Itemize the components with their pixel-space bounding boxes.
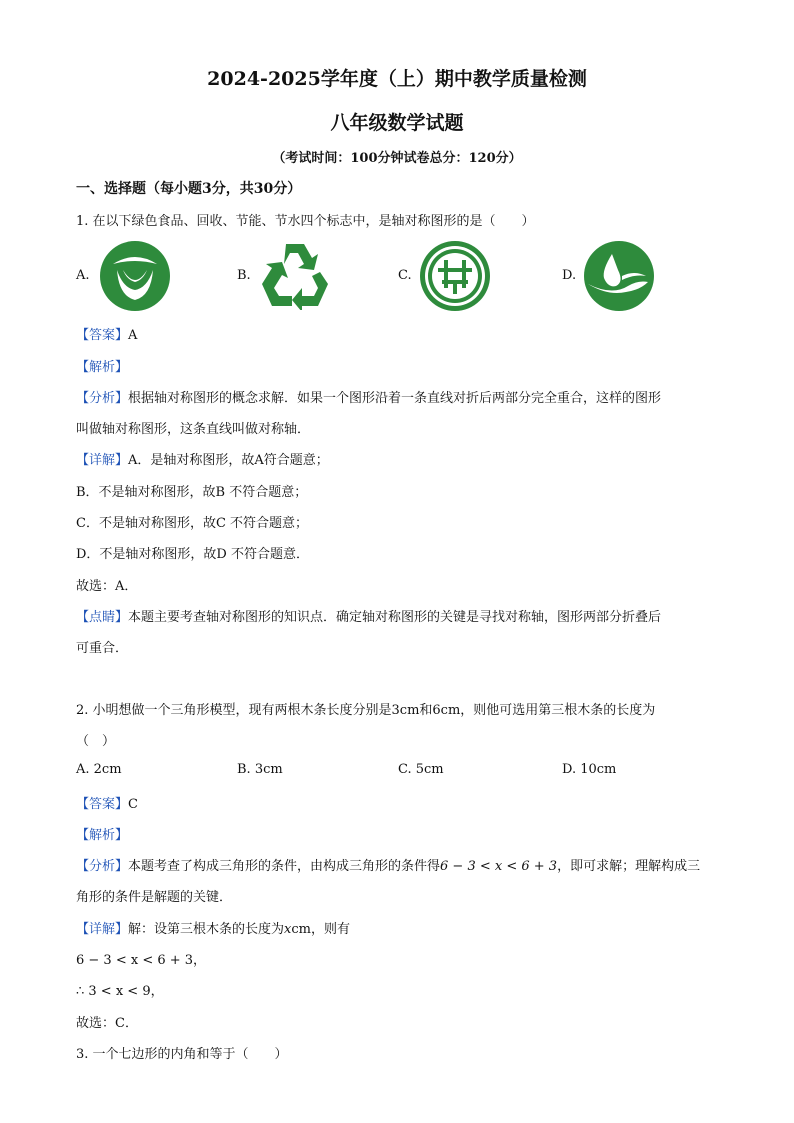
q1-option-a-label: A.	[76, 268, 90, 283]
q2-fenxi-cont: 角形的条件是解题的关键．	[76, 890, 233, 905]
document-title: 2024-2025学年度（上）期中教学质量检测	[207, 68, 587, 90]
q2-option-c: C. 5cm	[398, 762, 444, 777]
q2-choose: 故选：C．	[76, 1016, 138, 1031]
q1-dianjing-cont: 可重合．	[76, 641, 129, 656]
document-subtitle: 八年级数学试题	[330, 112, 464, 134]
q2-fenxi: 【分析】本题考查了构成三角形的条件，由构成三角形的条件得6 − 3 < x < 6 + 3，即可求解；理解构成三	[76, 859, 701, 874]
exam-info: （考试时间：100分钟试卷总分：120分）	[272, 151, 522, 166]
q1-option-b-label: B.	[237, 268, 251, 283]
q1-fenxi: 【分析】根据轴对称图形的概念求解．如果一个图形沿着一条直线对折后两部分完全重合，这样的图形	[76, 391, 662, 406]
q3-stem: 3. 一个七边形的内角和等于（ ）	[76, 1047, 288, 1062]
q2-answer: 【答案】C	[76, 797, 138, 812]
q2-option-d: D. 10cm	[562, 762, 617, 777]
q1-option-d-label: D.	[562, 268, 577, 283]
q2-option-a: A. 2cm	[76, 762, 122, 777]
q1-detail-c: C．不是轴对称图形，故C 不符合题意；	[76, 516, 309, 531]
recycle-logo-icon	[258, 240, 332, 310]
section-heading: 一、选择题（每小题3分，共30分）	[76, 181, 302, 197]
q1-analysis-tag: 【解析】	[76, 360, 129, 375]
q2-stem: 2. 小明想做一个三角形模型，现有两根木条长度分别是3cm和6cm，则他可选用第三根木条的长度为	[76, 703, 656, 718]
q1-detail-d: D．不是轴对称图形，故D 不符合题意．	[76, 547, 309, 562]
q2-detail: 【详解】解：设第三根木条的长度为xcm，则有	[76, 922, 350, 937]
q2-analysis-tag: 【解析】	[76, 828, 129, 843]
q1-dianjing: 【点睛】本题主要考查轴对称图形的知识点．确定轴对称图形的关键是寻找对称轴，图形两部分折叠后	[76, 610, 662, 625]
water-saving-logo-icon	[582, 240, 656, 312]
q1-choose: 故选：A．	[76, 579, 138, 594]
q1-detail-b: B．不是轴对称图形，故B 不符合题意；	[76, 485, 308, 500]
q2-stem-cont: （ ）	[76, 734, 116, 749]
q1-answer: 【答案】A	[76, 328, 138, 343]
q1-option-c-label: C.	[398, 268, 412, 283]
green-food-logo-icon	[99, 240, 171, 312]
q2-step-1: 6 − 3 < x < 6 + 3，	[76, 953, 207, 968]
q2-step-2: ∴ 3 < x < 9，	[76, 984, 164, 999]
q2-option-b: B. 3cm	[237, 762, 283, 777]
q1-detail: 【详解】A．是轴对称图形，故A符合题意；	[76, 453, 329, 468]
q1-fenxi-cont: 叫做轴对称图形，这条直线叫做对称轴．	[76, 422, 311, 437]
q1-stem: 1. 在以下绿色食品、回收、节能、节水四个标志中，是轴对称图形的是（ ）	[76, 214, 535, 229]
energy-saving-logo-icon	[418, 240, 492, 312]
